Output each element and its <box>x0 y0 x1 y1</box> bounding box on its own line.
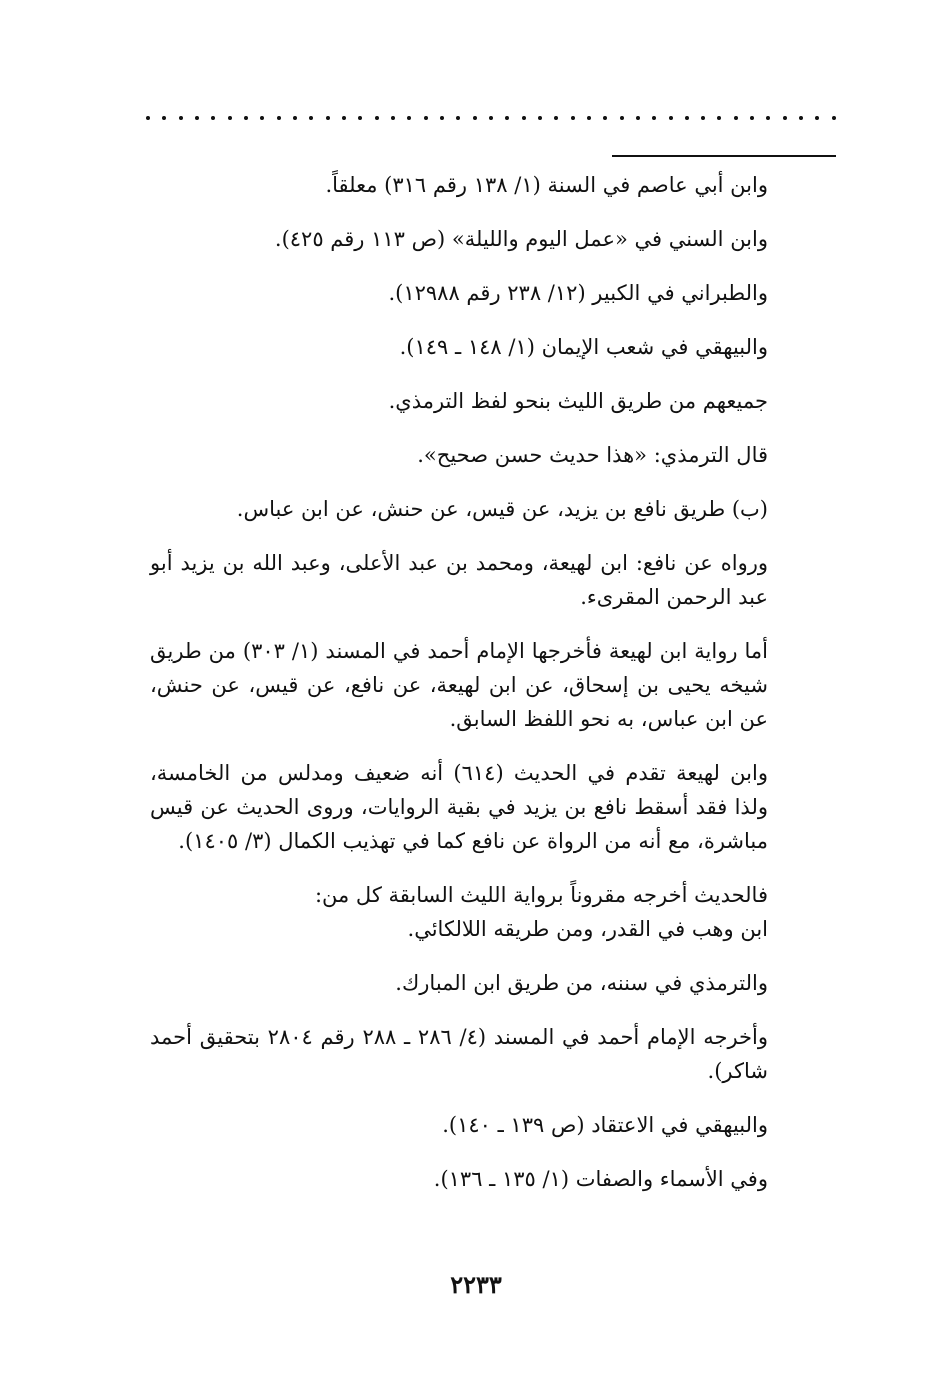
dotted-header-rule <box>146 108 836 128</box>
paragraph: وابن السني في «عمل اليوم والليلة» (ص ١١٣ رقم ٤٢٥). <box>274 227 768 251</box>
paragraph: والطبراني في الكبير (١٢/ ٢٣٨ رقم ١٢٩٨٨). <box>388 281 768 305</box>
footnote-separator-rule <box>612 155 836 157</box>
paragraph: وابن لهيعة تقدم في الحديث (٦١٤) أنه ضعيف ومدلس من الخامسة، ولذا فقد أسقط نافع بن يزيد في بقية الروايات، وروى الحديث عن قيس مباشرة، مع أنه من الرواة عن نافع كما في تهذيب الكمال (٣/ ١٤٠٥). <box>150 761 768 853</box>
paragraph: وأخرجه الإمام أحمد في المسند (٤/ ٢٨٦ ـ ٢٨٨ رقم ٢٨٠٤ بتحقيق أحمد شاكر). <box>150 1025 768 1083</box>
paragraph: فالحديث أخرجه مقروناً برواية الليث السابقة كل من: <box>314 883 768 907</box>
page-number: ٢٢٣٣ <box>450 1270 502 1299</box>
paragraph: أما رواية ابن لهيعة فأخرجها الإمام أحمد في المسند (١/ ٣٠٣) من طريق شيخه يحيى بن إسحاق، عن ابن لهيعة، عن نافع، عن قيس، عن حنش، عن ابن عباس، به نحو اللفظ السابق. <box>150 639 768 731</box>
paragraph: جميعهم من طريق الليث بنحو لفظ الترمذي. <box>388 389 768 413</box>
paragraph: ابن وهب في القدر، ومن طريقه اللالكائي. <box>407 917 768 941</box>
paragraph: ورواه عن نافع: ابن لهيعة، ومحمد بن عبد الأعلى، وعبد الله بن يزيد أبو عبد الرحمن المقرىء. <box>150 551 768 609</box>
paragraph: والبيهقي في شعب الإيمان (١/ ١٤٨ ـ ١٤٩). <box>399 335 768 359</box>
paragraph: قال الترمذي: «هذا حديث حسن صحيح». <box>417 443 768 467</box>
page-body <box>150 168 768 1216</box>
paragraph: والترمذي في سننه، من طريق ابن المبارك. <box>395 971 768 995</box>
paragraph: وفي الأسماء والصفات (١/ ١٣٥ ـ ١٣٦). <box>433 1167 768 1191</box>
paragraph: والبيهقي في الاعتقاد (ص ١٣٩ ـ ١٤٠). <box>442 1113 768 1137</box>
paragraph: (ب) طريق نافع بن يزيد، عن قيس، عن حنش، عن ابن عباس. <box>236 497 768 521</box>
paragraph: وابن أبي عاصم في السنة (١/ ١٣٨ رقم ٣١٦) معلقاً. <box>325 173 768 197</box>
